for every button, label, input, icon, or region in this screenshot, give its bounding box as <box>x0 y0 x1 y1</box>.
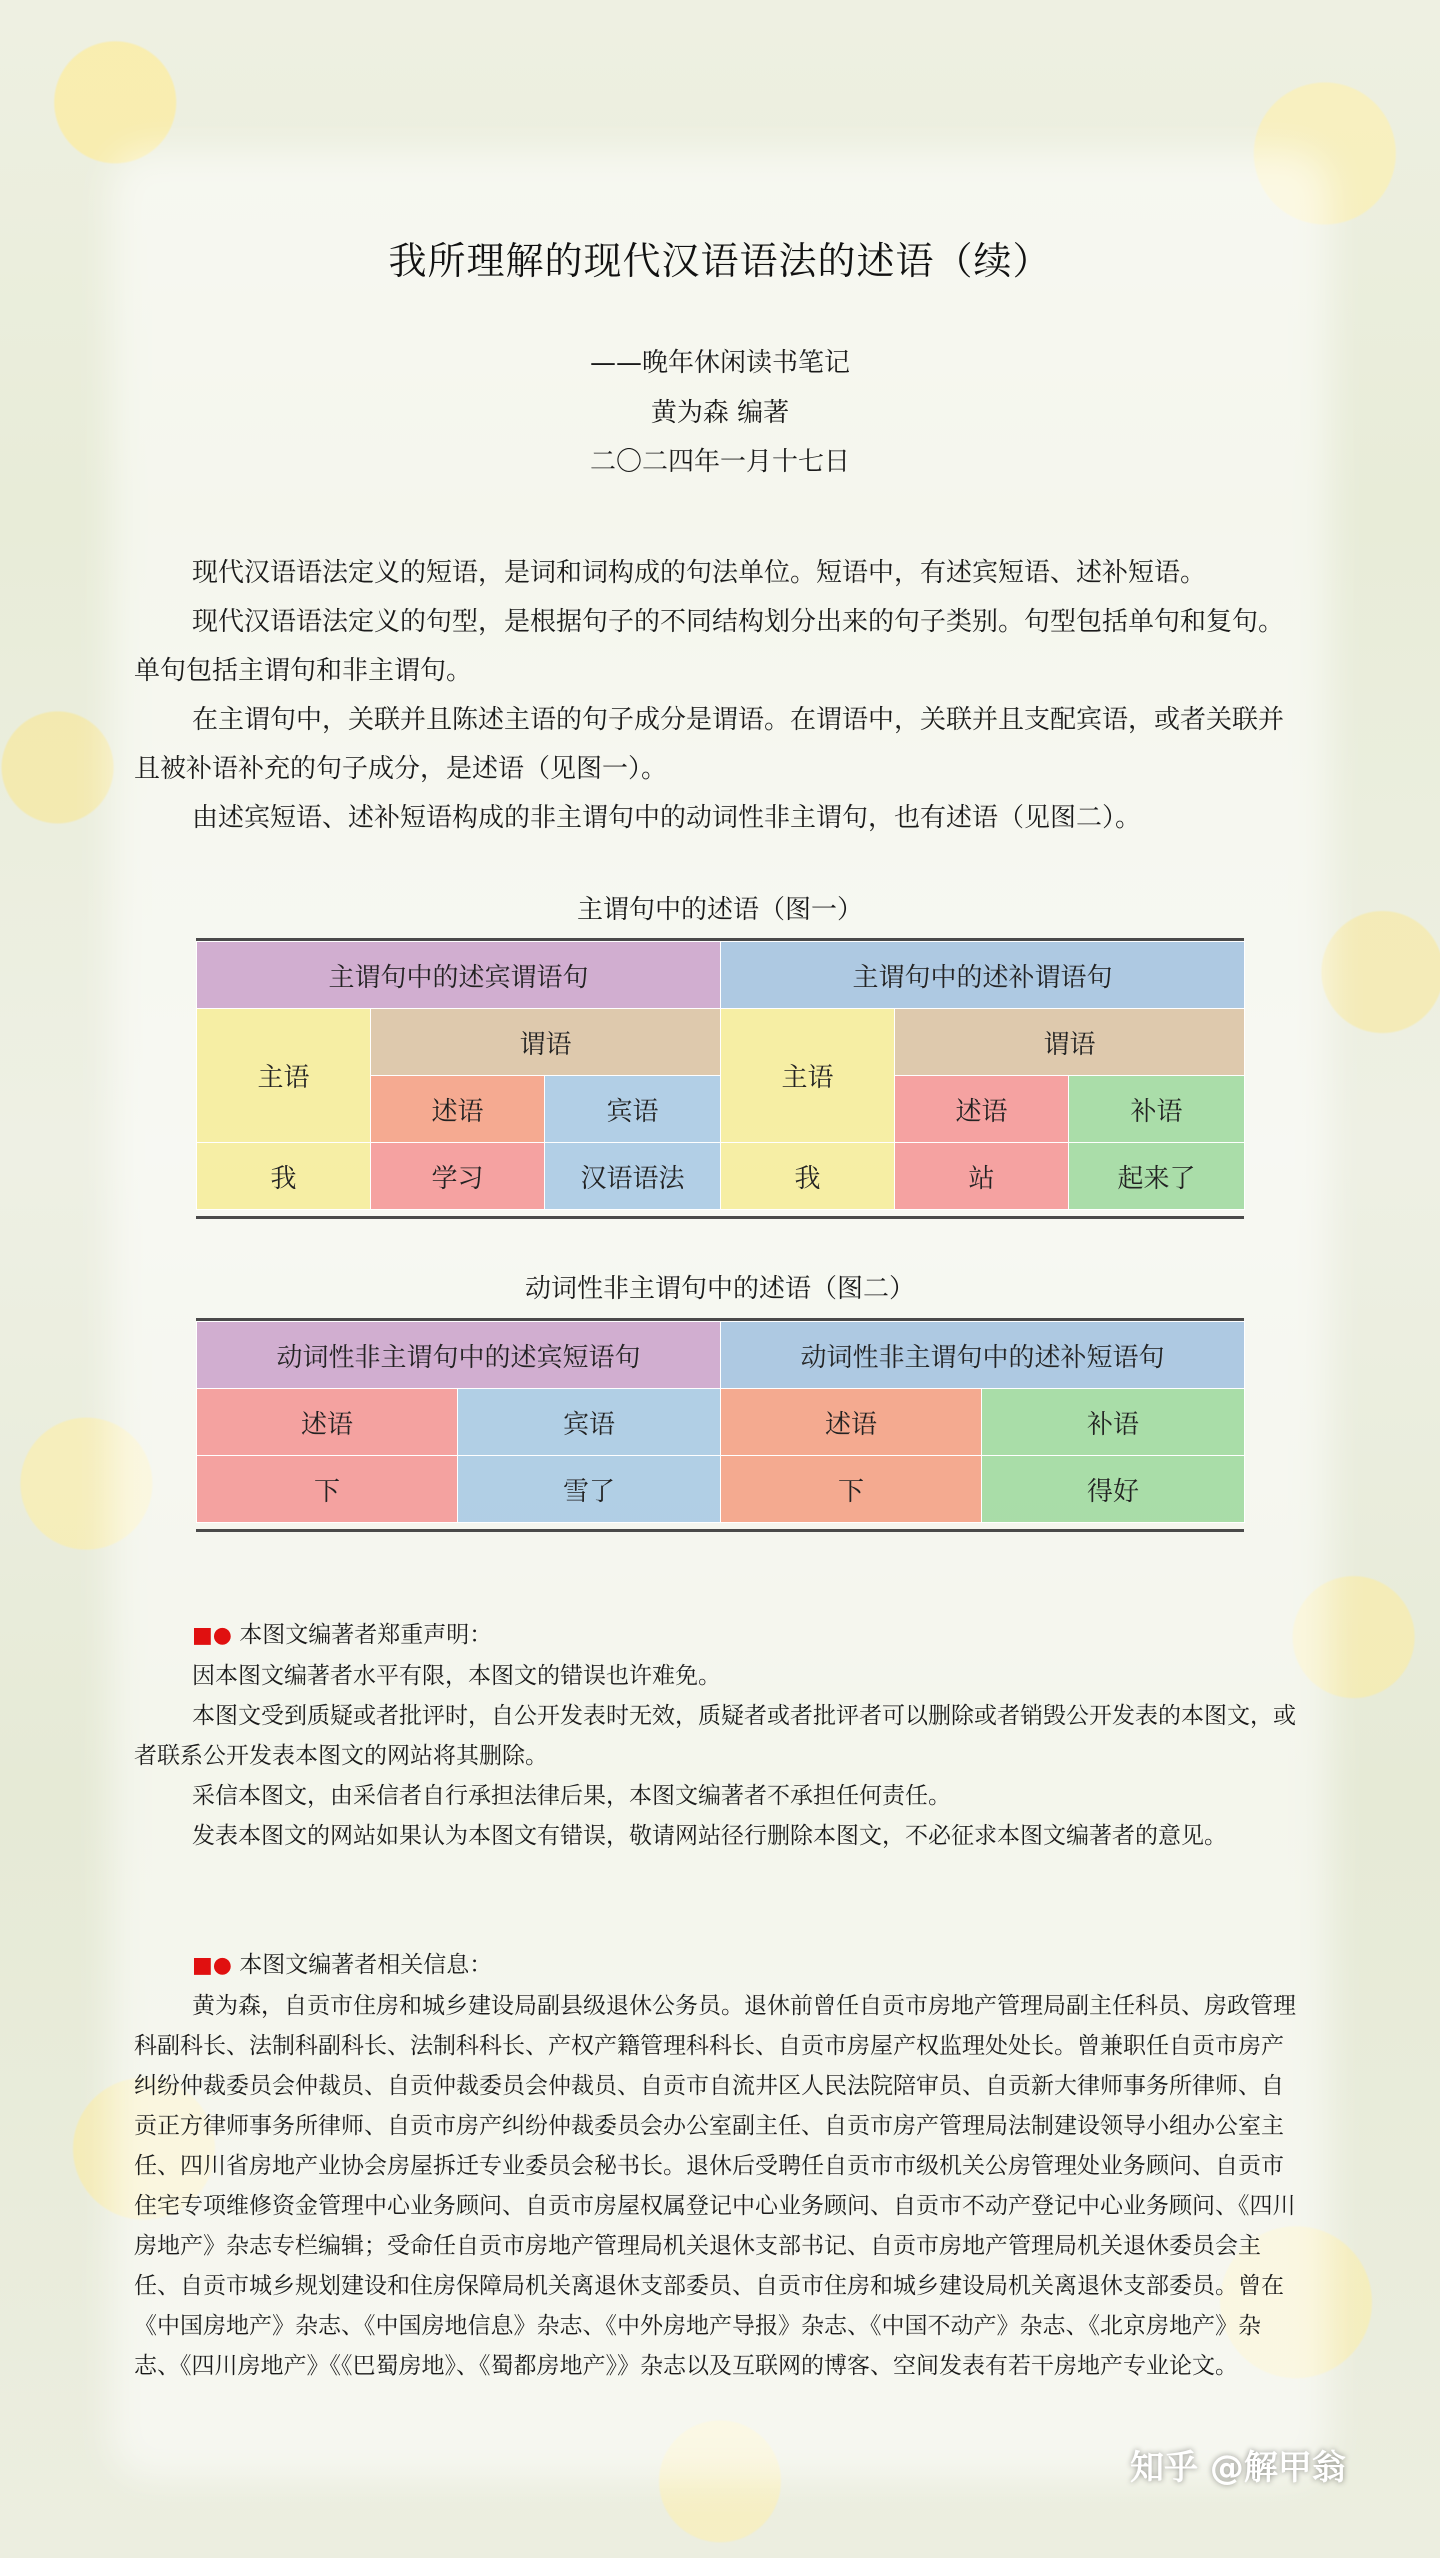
figure1-ex1-subject: 我 <box>197 1143 371 1210</box>
paragraph: 现代汉语语法定义的短语，是词和词构成的句法单位。短语中，有述宾短语、述补短语。 <box>192 558 1207 588</box>
declaration-line: 采信本图文，由采信者自行承担法律后果，本图文编著者不承担任何责任。 <box>192 1783 951 1809</box>
figure1-ex1-verb: 学习 <box>371 1143 545 1210</box>
figure2-right-header: 动词性非主谓句中的述补短语句 <box>721 1322 1245 1389</box>
paragraph: 在主谓句中，关联并且陈述主语的句子成分是谓语。在谓语中，关联并且支配宾语，或者关联并且被补语补充的句子成分，是述语（见图一）。 <box>134 705 1285 784</box>
figure2-object-label: 宾语 <box>458 1389 721 1456</box>
subtitle: ——晚年休闲读书笔记 <box>589 348 850 378</box>
figure2-ex2-complement: 得好 <box>982 1456 1245 1523</box>
figure1-ex2-verb: 站 <box>895 1143 1069 1210</box>
figure2-verb-label: 述语 <box>197 1389 458 1456</box>
figure2-ex1-object: 雪了 <box>458 1456 721 1523</box>
declaration-heading: ■● 本图文编著者郑重声明： <box>192 1622 493 1648</box>
figure1-subject-label-2: 主语 <box>721 1009 895 1143</box>
figure1-predicate-label: 谓语 <box>371 1009 721 1076</box>
figure2-table <box>196 1321 1245 1523</box>
figure1-subject-label: 主语 <box>197 1009 371 1143</box>
bullet-icon: ■● <box>192 1623 232 1648</box>
declaration-line: 因本图文编著者水平有限，本图文的错误也许难免。 <box>192 1663 721 1689</box>
figure1-table <box>196 941 1245 1210</box>
declaration <box>134 1615 1306 1856</box>
figure1-ex2-subject: 我 <box>721 1143 895 1210</box>
figure1-object-label: 宾语 <box>545 1076 721 1143</box>
figure2-caption: 动词性非主谓句中的述语（图二） <box>524 1274 915 1304</box>
figure1-predicate-label-2: 谓语 <box>895 1009 1245 1076</box>
figure1-complement-label: 补语 <box>1069 1076 1245 1143</box>
figure1-ex1-object: 汉语语法 <box>545 1143 721 1210</box>
watermark: 知乎 @解甲翁 <box>1130 2448 1346 2488</box>
figure1-verb-label-2: 述语 <box>895 1076 1069 1143</box>
info-text: 黄为森，自贡市住房和城乡建设局副县级退休公务员。退休前曾任自贡市房地产管理局副主任科员、房政管理科副科长、法制科副科长、法制科科长、产权产籍管理科科长、自贡市房屋产权监理处处长。曾兼职任自贡市房产纠纷仲裁委员会仲裁员、自贡仲裁委员会仲裁员、自贡市自流井区人民法院陪审员、自贡新大律师事务所律师、自贡正方律师事务所律师、自贡市房产纠纷仲裁委员会办公室副主任、自贡市房产管理局法制建设领导小组办公室主任、四川省房地产业协会房屋拆迁专业委员会秘书长。退休后受聘任自贡市市级机关公房管理处业务顾问、自贡市住宅专项维修资金管理中心业务顾问、自贡市房屋权属登记中心业务顾问、自贡市不动产登记中心业务顾问、《四川房地产》杂志专栏编辑；受命任自贡市房地产管理局机关退休支部书记、自贡市房地产管理局机关退休委员会主任、自贡市城乡规划建设和住房保障局机关离退休支部委员、自贡市住房和城乡建设局机关离退休支部委员。曾在《中国房地产》杂志、《中国房地信息》杂志、《中外房地产导报》杂志、《中国不动产》杂志、《北京房地产》杂志、《四川房地产》《《巴蜀房地》、《蜀都房地产》》杂志以及互联网的博客、空间发表有若干房地产专业论文。 <box>134 1993 1296 2379</box>
author-info <box>134 1945 1306 2386</box>
figure2-ex2-verb: 下 <box>721 1456 982 1523</box>
paragraph: 现代汉语语法定义的句型，是根据句子的不同结构划分出来的句子类别。句型包括单句和复句。单句包括主谓句和非主谓句。 <box>134 607 1285 686</box>
figure2-verb-label-2: 述语 <box>721 1389 982 1456</box>
paragraph: 由述宾短语、述补短语构成的非主谓句中的动词性非主谓句，也有述语（见图二）。 <box>192 803 1142 833</box>
author: 黄为森 编著 <box>650 398 790 428</box>
page-title: 我所理解的现代汉语语法的述语（续） <box>388 239 1052 283</box>
declaration-line: 发表本图文的网站如果认为本图文有错误，敬请网站径行删除本图文，不必征求本图文编著者的意见。 <box>192 1823 1227 1849</box>
figure2-ex1-verb: 下 <box>197 1456 458 1523</box>
date: 二〇二四年一月十七日 <box>589 447 850 477</box>
figure1-verb-label: 述语 <box>371 1076 545 1143</box>
figure1-right-header: 主谓句中的述补谓语句 <box>721 942 1245 1009</box>
figure1-caption: 主谓句中的述语（图一） <box>576 895 863 925</box>
declaration-line: 本图文受到质疑或者批评时，自公开发表时无效，质疑者或者批评者可以删除或者销毁公开发表的本图文，或者联系公开发表本图文的网站将其删除。 <box>134 1703 1296 1769</box>
bullet-icon: ■● <box>192 1953 232 1978</box>
figure1-ex2-complement: 起来了 <box>1069 1143 1245 1210</box>
figure2-left-header: 动词性非主谓句中的述宾短语句 <box>197 1322 721 1389</box>
figure2-complement-label: 补语 <box>982 1389 1245 1456</box>
info-heading: ■● 本图文编著者相关信息： <box>192 1952 493 1978</box>
figure1-left-header: 主谓句中的述宾谓语句 <box>197 942 721 1009</box>
